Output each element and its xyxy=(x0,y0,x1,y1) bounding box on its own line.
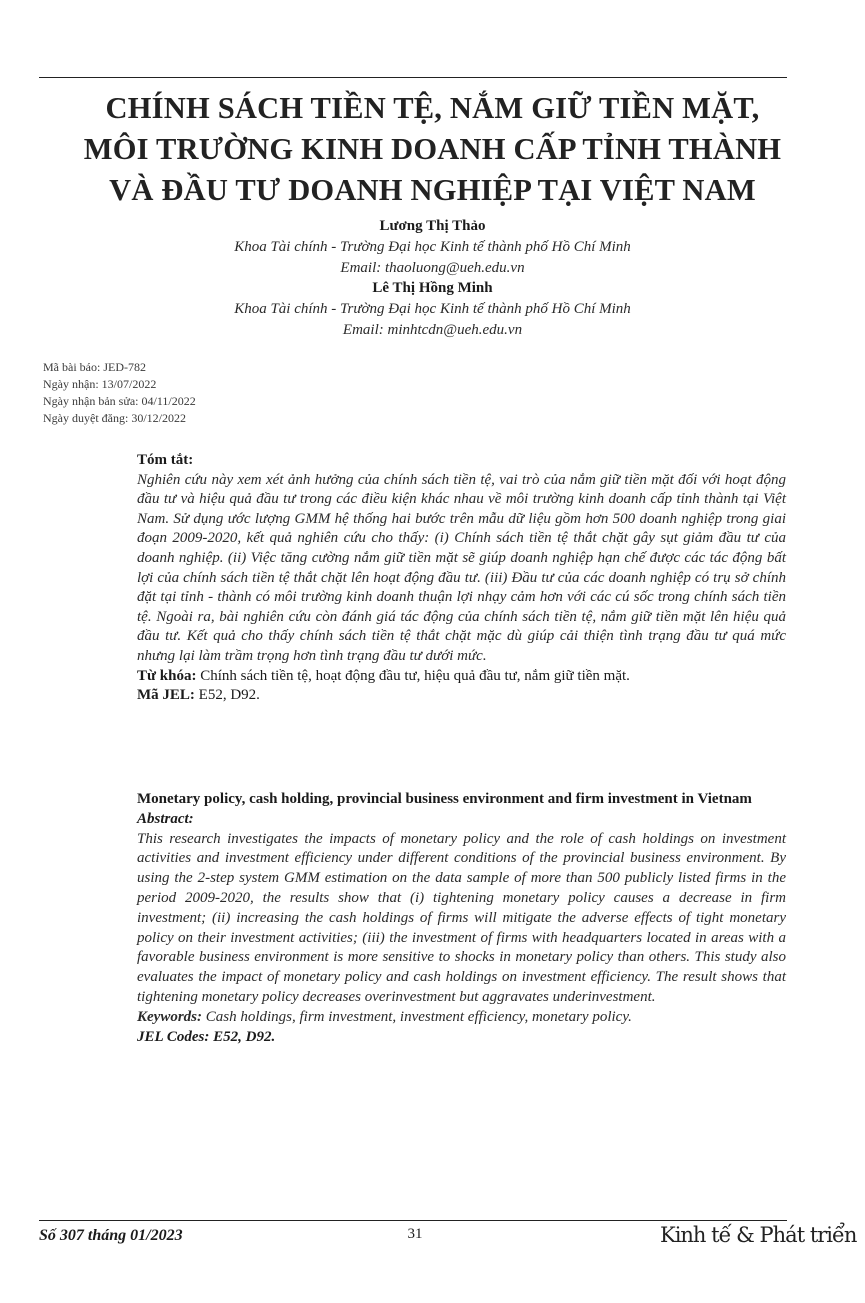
title-line: MÔI TRƯỜNG KINH DOANH CẤP TỈNH THÀNH xyxy=(83,132,782,166)
keywords-line xyxy=(137,667,786,687)
abstract-heading: Abstract: xyxy=(137,810,194,827)
author-email: Email: minhtcdn@ueh.edu.vn xyxy=(342,322,523,338)
title-line: CHÍNH SÁCH TIỀN TỆ, NẮM GIỮ TIỀN MẶT, xyxy=(105,91,760,125)
article-metadata xyxy=(43,359,196,427)
abstract-heading: Tóm tắt: xyxy=(137,452,194,468)
footer-rule xyxy=(39,1220,787,1221)
journal-logo: Kinh tế & Phát triển xyxy=(660,1223,857,1247)
author-email: Email: thaoluong@ueh.edu.vn xyxy=(340,260,525,276)
abstract-text: This research investigates the impacts of monetary policy and the role of cash holdings on investment activities and investment efficiency under different conditions of the provincial business environment. By using the 2-step system GMM estimation on the data sample of more than 500 publicly listed firms in the period 2009-2020, the results show that (i) tightening monetary policy causes a decrease in firm investment; (ii) increasing the cash holdings of firms will mitigate the adverse effects of tight monetary policy on their investment activities; (iii) the investment of firms with headquarters located in areas with a favorable business environment is more sensitive to shocks in monetary policy than others. This study also evaluates the impact of monetary policy and cash holdings on investment efficiency. The result shows that tightening monetary policy decreases overinvestment but aggravates underinvestment. xyxy=(137,830,786,1005)
keywords-text: Cash holdings, firm investment, investment efficiency, monetary policy. xyxy=(202,1008,632,1025)
article-title xyxy=(40,88,825,211)
jel-text: E52, D92. xyxy=(194,687,260,704)
english-title: Monetary policy, cash holding, provincial business environment and firm investment in Vietnam xyxy=(137,791,752,807)
keywords-text: Chính sách tiền tệ, hoạt động đầu tư, hiệu quả đầu tư, nắm giữ tiền mặt. xyxy=(196,667,630,684)
author-name: Lương Thị Thảo xyxy=(379,218,486,234)
keywords-label: Từ khóa: xyxy=(137,667,197,684)
jel-line xyxy=(137,686,786,706)
title-line: VÀ ĐẦU TƯ DOANH NGHIỆP TẠI VIỆT NAM xyxy=(109,173,756,207)
english-abstract-section xyxy=(137,790,786,1047)
accepted-date: Ngày duyệt đăng: 30/12/2022 xyxy=(43,411,186,425)
jel-label: Mã JEL: xyxy=(137,687,195,704)
article-id: Mã bài báo: JED-782 xyxy=(43,360,146,374)
author-name: Lê Thị Hồng Minh xyxy=(372,280,493,296)
received-date: Ngày nhận: 13/07/2022 xyxy=(43,377,157,391)
keywords-line xyxy=(137,1008,786,1028)
keywords-label: Keywords: xyxy=(137,1008,202,1025)
author-affiliation: Khoa Tài chính - Trường Đại học Kinh tế thành phố Hồ Chí Minh xyxy=(234,239,631,255)
abstract-text: Nghiên cứu này xem xét ảnh hưởng của chính sách tiền tệ, vai trò của nắm giữ tiền mặt đối với hoạt động đầu tư và hiệu quả đầu tư trong các điều kiện khác nhau về môi trường kinh doanh cấp tỉnh thành tại Việt Nam. Sử dụng ước lượng GMM hệ thống hai bước trên mẫu dữ liệu gồm hơn 500 doanh nghiệp trong giai đoạn 2009-2020, kết quả nghiên cứu cho thấy: (i) Chính sách tiền tệ thắt chặt gây sụt giảm đầu tư của doanh nghiệp. (ii) Việc tăng cường nắm giữ tiền mặt sẽ giúp doanh nghiệp hạn chế được các tác động bất lợi của chính sách tiền tệ thắt chặt lên hoạt động đầu tư. (iii) Đầu tư của các doanh nghiệp có trụ sở chính đặt tại tỉnh - thành có môi trường kinh doanh thuận lợi nhạy cảm hơn với các cú sốc trong chính sách tiền tệ. Ngoài ra, bài nghiên cứu còn đánh giá tác động của chính sách tiền tệ, nắm giữ tiền mặt lên hiệu quả đầu tư. Kết quả cho thấy chính sách tiền tệ thắt chặt mặc dù giúp cải thiện tình trạng đầu tư quá mức nhưng lại làm trầm trọng hơn tình trạng đầu tư dưới mức. xyxy=(137,471,786,664)
top-rule xyxy=(39,77,787,78)
jel-codes: JEL Codes: E52, D92. xyxy=(137,1028,276,1045)
page-number: 31 xyxy=(407,1226,423,1242)
author-affiliation: Khoa Tài chính - Trường Đại học Kinh tế thành phố Hồ Chí Minh xyxy=(234,301,631,317)
issue-label: Số 307 tháng 01/2023 xyxy=(39,1227,183,1244)
vietnamese-abstract-section xyxy=(137,451,786,706)
revised-date: Ngày nhận bản sửa: 04/11/2022 xyxy=(43,394,196,408)
